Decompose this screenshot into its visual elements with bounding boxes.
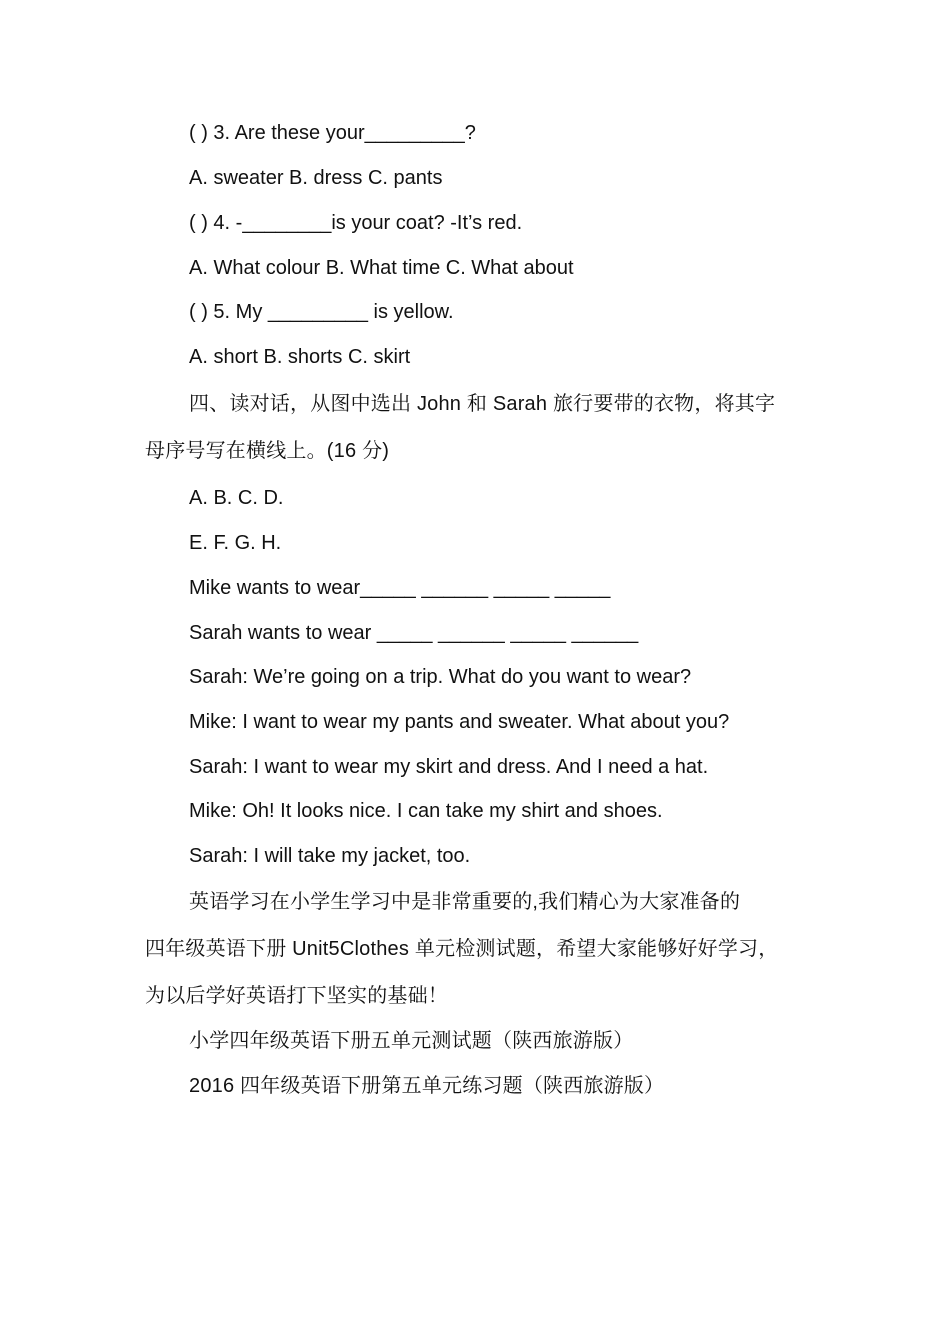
question-5-options: A. short B. shorts C. skirt: [189, 346, 411, 368]
related-link[interactable]: 小学四年级英语下册五单元测试题（陕西旅游版）: [189, 1030, 634, 1052]
question-3: ( ) 3. Are these your_________?: [189, 122, 476, 144]
dialogue-line: Mike: Oh! It looks nice. I can take my shirt and shoes.: [189, 800, 663, 822]
dialogue-line: Mike: I want to wear my pants and sweater. What about you?: [189, 711, 730, 733]
dialogue-line: Sarah: I want to wear my skirt and dress. And I need a hat.: [189, 756, 709, 778]
question-4-options: A. What colour B. What time C. What about: [189, 257, 574, 279]
section-4-heading-cont: 母序号写在横线上。(16 分): [145, 440, 390, 462]
closing-paragraph-cont: 四年级英语下册 Unit5Clothes 单元检测试题，希望大家能够好好学习，: [145, 938, 779, 960]
question-4: ( ) 4. -________is your coat? -It’s red.: [189, 212, 523, 234]
question-5: ( ) 5. My _________ is yellow.: [189, 301, 454, 323]
section-4-heading: 四、读对话，从图中选出 John 和 Sarah 旅行要带的衣物，将其字: [189, 393, 776, 415]
picture-labels-row-2: E. F. G. H.: [189, 532, 282, 554]
closing-paragraph-end: 为以后学好英语打下坚实的基础！: [145, 985, 448, 1007]
mike-answer-line: Mike wants to wear_____ ______ _____ _____: [189, 577, 611, 599]
dialogue-line: Sarah: I will take my jacket, too.: [189, 845, 471, 867]
related-link[interactable]: 2016 四年级英语下册第五单元练习题（陕西旅游版）: [189, 1075, 665, 1097]
picture-labels-row-1: A. B. C. D.: [189, 487, 284, 509]
closing-paragraph: 英语学习在小学生学习中是非常重要的,我们精心为大家准备的: [189, 891, 741, 913]
question-3-options: A. sweater B. dress C. pants: [189, 167, 443, 189]
sarah-answer-line: Sarah wants to wear _____ ______ _____ ______: [189, 622, 639, 644]
dialogue-line: Sarah: We’re going on a trip. What do you want to wear?: [189, 666, 692, 688]
